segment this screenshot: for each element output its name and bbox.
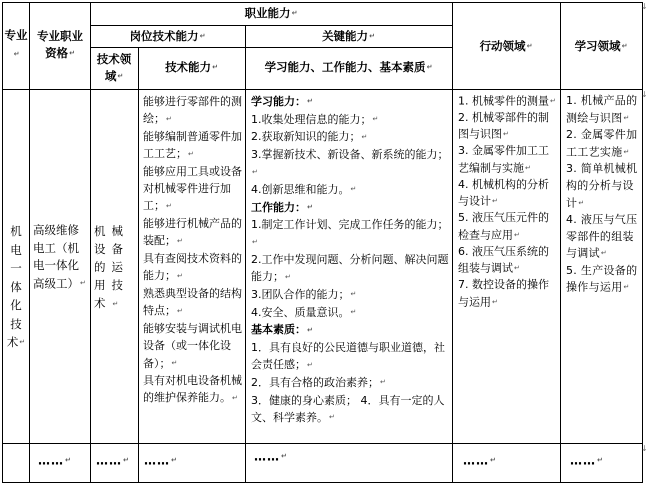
header-xuexi: 学习领域↵	[574, 39, 628, 53]
continuation-dots: ……↵	[254, 449, 288, 464]
cell-end-mark: ↓	[641, 90, 648, 99]
continuation-dots: ……↵	[463, 453, 497, 468]
xingdong-item: 5. 液压气压元件的检查与应用↵	[458, 211, 549, 242]
gongzuo-item: 4.安全、质量意识。↵	[251, 305, 357, 319]
header-jishu-lingyu: 技术领域↵	[96, 52, 132, 83]
xuexi-item: 1.收集处理信息的能力；↵	[251, 112, 379, 126]
xuexi-item: 2.获取新知识的能力；↵	[251, 130, 368, 144]
gongzuo-item: 2.工作中发现问题、分析问题、解决问题能力；↵	[251, 253, 449, 284]
header-guanjian: 关键能力↵	[322, 29, 375, 43]
cell-end-mark: ↓	[641, 2, 648, 11]
xuexi-item: 4.创新思维和能力。↵	[251, 182, 357, 196]
header-guanjian-sub: 学习能力、工作能力、基本素质↵	[264, 60, 433, 74]
xingdong-item: 3. 金属零件加工工艺编制与实施↵	[458, 144, 549, 175]
header-gangwei: 岗位技术能力↵	[129, 29, 206, 43]
gongzuo-item: 1.制定工作计划、完成工作任务的能力；↵	[251, 218, 449, 246]
continuation-dots: ……↵	[570, 453, 604, 468]
gongzuo-title: 工作能力：↵	[251, 200, 313, 214]
header-zhiye-nengli: 职业能力↵	[244, 6, 298, 20]
row-zige: 高级维修电工（机电一体化高级工）↵	[33, 223, 86, 290]
xingdong-item: 6. 液压气压系统的组装与调试↵	[458, 244, 549, 275]
xuexi-item: 3. 简单机械机构的分析与设计↵	[566, 162, 638, 209]
header-xingdong: 行动领域↵	[479, 39, 533, 53]
suzhi-item: 3．健康的身心素质； 4．具有一定的人文、科学素养。↵	[251, 393, 445, 424]
continuation-dots: ……↵	[96, 453, 130, 468]
jishu-item: 具有对机电设备机械的维护保养能力。↵	[143, 374, 242, 405]
continuation-dots: ……↵	[38, 453, 72, 468]
jishu-item: 能够安装与调试机电设备（或一体化设备）；↵	[143, 321, 242, 370]
jishu-item: 能够进行机械产品的装配；↵	[143, 217, 242, 248]
suzhi-title: 基本素质：↵	[251, 323, 313, 337]
row-lingyu: 机械设备的运用技术↵	[94, 224, 129, 310]
jishu-item: 能够应用工具或设备对机械零件进行加工；↵	[143, 164, 242, 213]
suzhi-item: 1．具有良好的公民道德与职业道德，社会责任感；↵	[251, 340, 445, 372]
row-xingdong-list	[458, 93, 556, 311]
xingdong-item: 7. 数控设备的操作与运用↵	[458, 278, 549, 309]
header-zige: 专业职业资格↵	[37, 29, 83, 60]
header-jishu-nengli: 技术能力↵	[165, 60, 218, 74]
xuexi-item: 4. 液压与气压零部件的组装与调试↵	[566, 212, 638, 260]
jishu-item: 能够进行零部件的测绘；↵	[143, 95, 242, 126]
jishu-item: 具有查阅技术资料的能力；↵	[143, 252, 242, 283]
cell-end-mark: ↓	[641, 444, 648, 453]
xuexi-item: 2. 金属零件加工工艺实施↵	[566, 128, 638, 159]
row-xuexi-list	[566, 93, 639, 297]
xuexi-item: 3.掌握新技术、新设备、新系统的能力；↵	[251, 147, 449, 176]
jishu-item: 能够编制普通零件加工工艺；↵	[143, 129, 242, 161]
row-zhuanye: 机电一体化技术↵	[6, 224, 26, 349]
continuation-dots: ……↵	[144, 453, 178, 468]
xuexi-item: 5. 生产设备的操作与运用↵	[566, 263, 638, 294]
row-jishu-list	[143, 93, 243, 407]
gongzuo-item: 3.团队合作的能力；↵	[251, 288, 357, 302]
xingdong-item: 2. 机械零部件的制图与识图↵	[458, 110, 549, 141]
xingdong-item: 4. 机械机构的分析与设计↵	[458, 177, 549, 208]
xuexi-item: 1. 机械产品的测绘与识图↵	[566, 94, 638, 125]
header-zhuanye: 专业↵	[4, 28, 28, 58]
row-guanjian	[251, 93, 449, 426]
jishu-item: 熟悉典型设备的结构特点；↵	[143, 286, 242, 318]
xuexi-title: 学习能力：↵	[251, 95, 313, 108]
xingdong-item: 1. 机械零件的测量↵	[458, 94, 556, 108]
suzhi-item: 2．具有合格的政治素养；↵	[251, 375, 386, 389]
